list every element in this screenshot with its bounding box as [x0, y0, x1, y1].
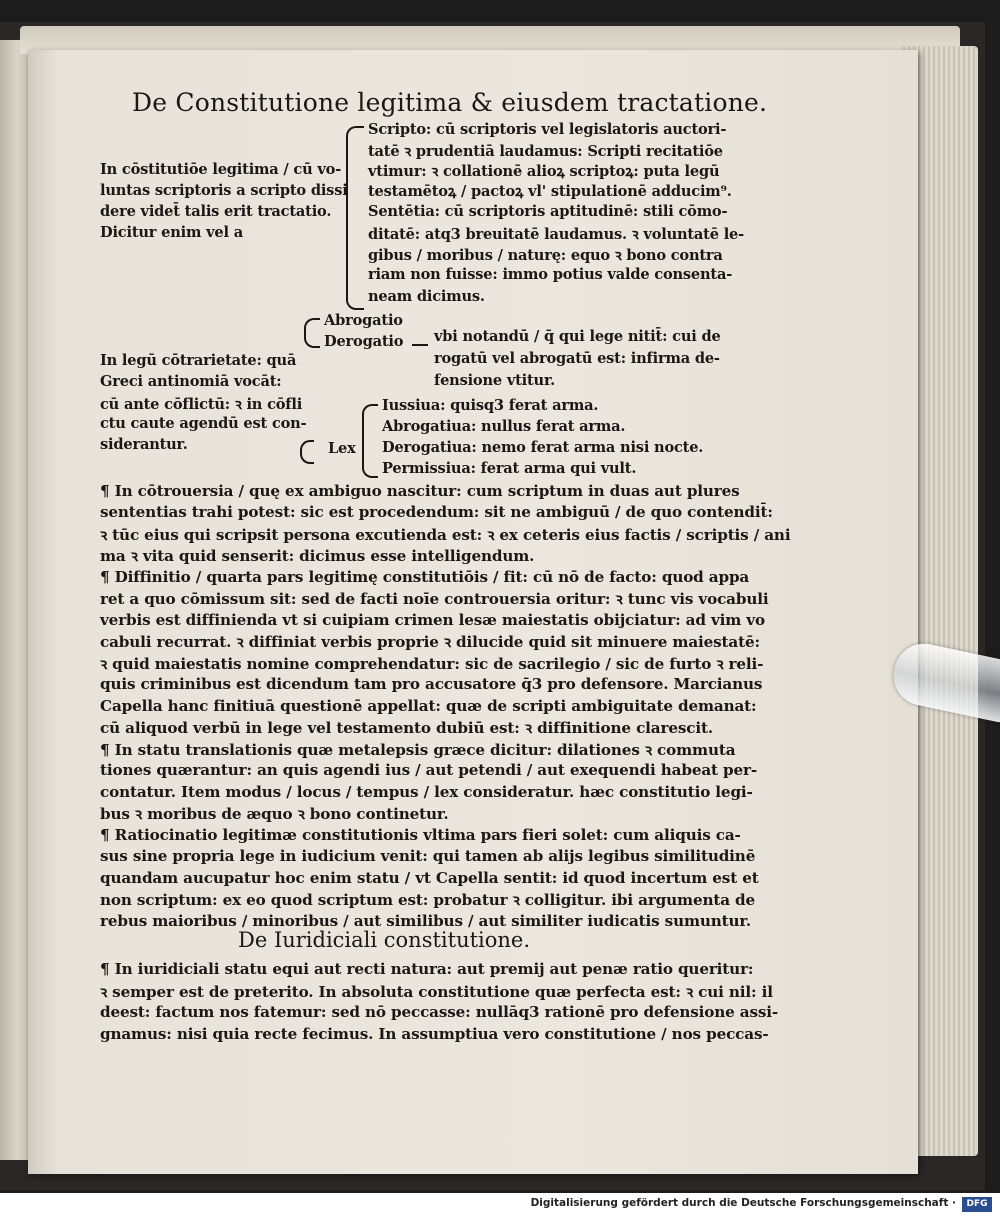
paragraph-line: ꝛ quid maiestatis nomine comprehendatur: sic de sacrilegio / sic de furto ꝛ reli-: [100, 655, 764, 673]
scripto-line: testamētoꝝ / pactoꝝ vl' stipulationē adducim⁹.: [368, 183, 732, 200]
scripto-line: vtimur: ꝛ collationē alioꝝ scriptoꝝ: puta legū: [368, 163, 720, 180]
scripto-line: gibus / moribus / naturę: equo ꝛ bono contra: [368, 247, 723, 264]
paragraph-line: cū aliquod verbū in lege vel testamento dubiū est: ꝛ diffinitione clarescit.: [100, 719, 713, 737]
lex-label: Lex: [328, 440, 356, 457]
intro-line: Dicitur enim vel a: [100, 224, 243, 241]
antinomia-line: cū ante cōflictū: ꝛ in cōfli: [100, 396, 303, 413]
intro-line: In cōstitutiōe legitima / cū vo-: [100, 161, 342, 178]
final-line: ¶ In iuridiciali statu equi aut recti natura: aut premij aut penæ ratio queritur:: [100, 960, 754, 978]
derogatio-label: Derogatio: [324, 333, 404, 350]
paragraph-line: ¶ Diffinitio / quarta pars legitimę constitutiōis / fit: cū nō de facto: quod appa: [100, 568, 750, 586]
scripto-line: neam dicimus.: [368, 288, 485, 305]
scripto-line: Scripto: cū scriptoris vel legislatoris auctori-: [368, 121, 727, 138]
paragraph-line: ma ꝛ vita quid senserit: dicimus esse intelligendum.: [100, 547, 535, 565]
antinomia-line: siderantur.: [100, 436, 188, 453]
paragraph-line: verbis est diffinienda vt si cuipiam crimen lesæ maiestatis obijciatur: ad vim vo: [100, 611, 765, 629]
antinomia-line: ctu caute agendū est con-: [100, 415, 307, 432]
scripto-line: ditatē: atq3 breuitatē laudamus. ꝛ voluntatē le-: [368, 226, 744, 243]
paragraph-line: cabuli recurrat. ꝛ diffiniat verbis proprie ꝛ dilucide quid sit minuere maiestatē:: [100, 633, 760, 651]
lex-item: Iussiua: quisq3 ferat arma.: [382, 397, 599, 414]
paragraph-line: ret a quo cōmissum sit: sed de facti noīe controuersia oritur: ꝛ tunc vis vocabuli: [100, 590, 769, 608]
intro-line: dere videt̄ talis erit tractatio.: [100, 203, 332, 220]
paragraph-line: rebus maioribus / minoribus / aut similibus / aut similiter iudicatis sumuntur.: [100, 912, 752, 930]
paragraph-line: non scriptum: ex eo quod scriptum est: probatur ꝛ colligitur. ibi argumenta de: [100, 891, 756, 909]
derogatio-note-line: fensione vtitur.: [434, 372, 555, 389]
left-page-edge: [0, 40, 28, 1160]
lex-brace: [362, 404, 378, 478]
abrogatio-label: Abrogatio: [324, 312, 403, 329]
dfg-logo: DFG: [962, 1197, 992, 1212]
antinomia-line: Greci antinomiā vocāt:: [100, 373, 282, 390]
final-line: ꝛ semper est de preterito. In absoluta constitutione quæ perfecta est: ꝛ cui nil: il: [100, 983, 773, 1001]
derogatio-note-line: rogatū vel abrogatū est: infirma de-: [434, 350, 720, 367]
scripto-line: riam non fuisse: immo potius valde consenta-: [368, 266, 733, 283]
paragraph-line: quandam aucupatur hoc enim statu / vt Capella sentit: id quod incertum est et: [100, 869, 759, 887]
derogatio-connector: [412, 344, 428, 346]
paragraph-line: contatur. Item modus / locus / tempus / lex consideratur. hæc constitutio legi-: [100, 783, 753, 801]
page-title: De Constitutione legitima & eiusdem tractatione.: [132, 88, 768, 117]
footer-credit: Digitalisierung gefördert durch die Deutsche Forschungsgemeinschaft ·: [530, 1197, 956, 1209]
section-subtitle: De Iuridiciali constitutione.: [238, 928, 531, 952]
paragraph-line: Capella hanc finitiuā questionē appellat: quæ de scripti ambiguitate demanat:: [100, 697, 757, 715]
paragraph-line: tiones quærantur: an quis agendi ius / aut petendi / aut exequendi habeat per-: [100, 761, 758, 779]
scripto-brace: [346, 126, 364, 310]
lex-item: Permissiua: ferat arma qui vult.: [382, 460, 637, 477]
final-line: gnamus: nisi quia recte fecimus. In assumptiua vero constitutione / nos peccas-: [100, 1025, 769, 1043]
lex-item: Derogatiua: nemo ferat arma nisi nocte.: [382, 439, 704, 456]
scripto-line: Sentētia: cū scriptoris aptitudinē: stili cōmo-: [368, 203, 728, 220]
abrogatio-brace: [304, 318, 320, 348]
antinomia-line: In legū cōtrarietate: quā: [100, 352, 297, 369]
paragraph-line: ¶ In cōtrouersia / quę ex ambiguo nascitur: cum scriptum in duas aut plures: [100, 482, 740, 500]
paragraph-line: ¶ In statu translationis quæ metalepsis græce dicitur: dilationes ꝛ commuta: [100, 741, 736, 759]
paragraph-line: ¶ Ratiocinatio legitimæ constitutionis vltima pars fieri solet: cum aliquis ca-: [100, 826, 741, 844]
final-line: deest: factum nos fatemur: sed nō peccasse: nullāq3 rationē pro defensione assi-: [100, 1003, 779, 1021]
scripto-line: tatē ꝛ prudentiā laudamus: Scripti recitatiōe: [368, 143, 723, 160]
lex-item: Abrogatiua: nullus ferat arma.: [382, 418, 626, 435]
paragraph-line: quis criminibus est dicendum tam pro accusatore q̄3 pro defensore. Marcianus: [100, 675, 763, 693]
paragraph-line: bus ꝛ moribus de æquo ꝛ bono continetur.: [100, 805, 449, 823]
derogatio-note-line: vbi notandū / q̄ qui lege nitit̄: cui de: [434, 328, 721, 345]
intro-line: luntas scriptoris a scripto dissi: [100, 182, 348, 199]
paragraph-line: sententias trahi potest: sic est procedendum: sit ne ambiguū / de quo contendit̄:: [100, 503, 773, 521]
paragraph-line: ꝛ tūc eius qui scripsit persona excutienda est: ꝛ ex ceteris eius factis / scriptis / ani: [100, 526, 791, 544]
lex-outer-brace: [300, 440, 314, 464]
paragraph-line: sus sine propria lege in iudicium venit: qui tamen ab alijs legibus similitudinē: [100, 847, 756, 865]
